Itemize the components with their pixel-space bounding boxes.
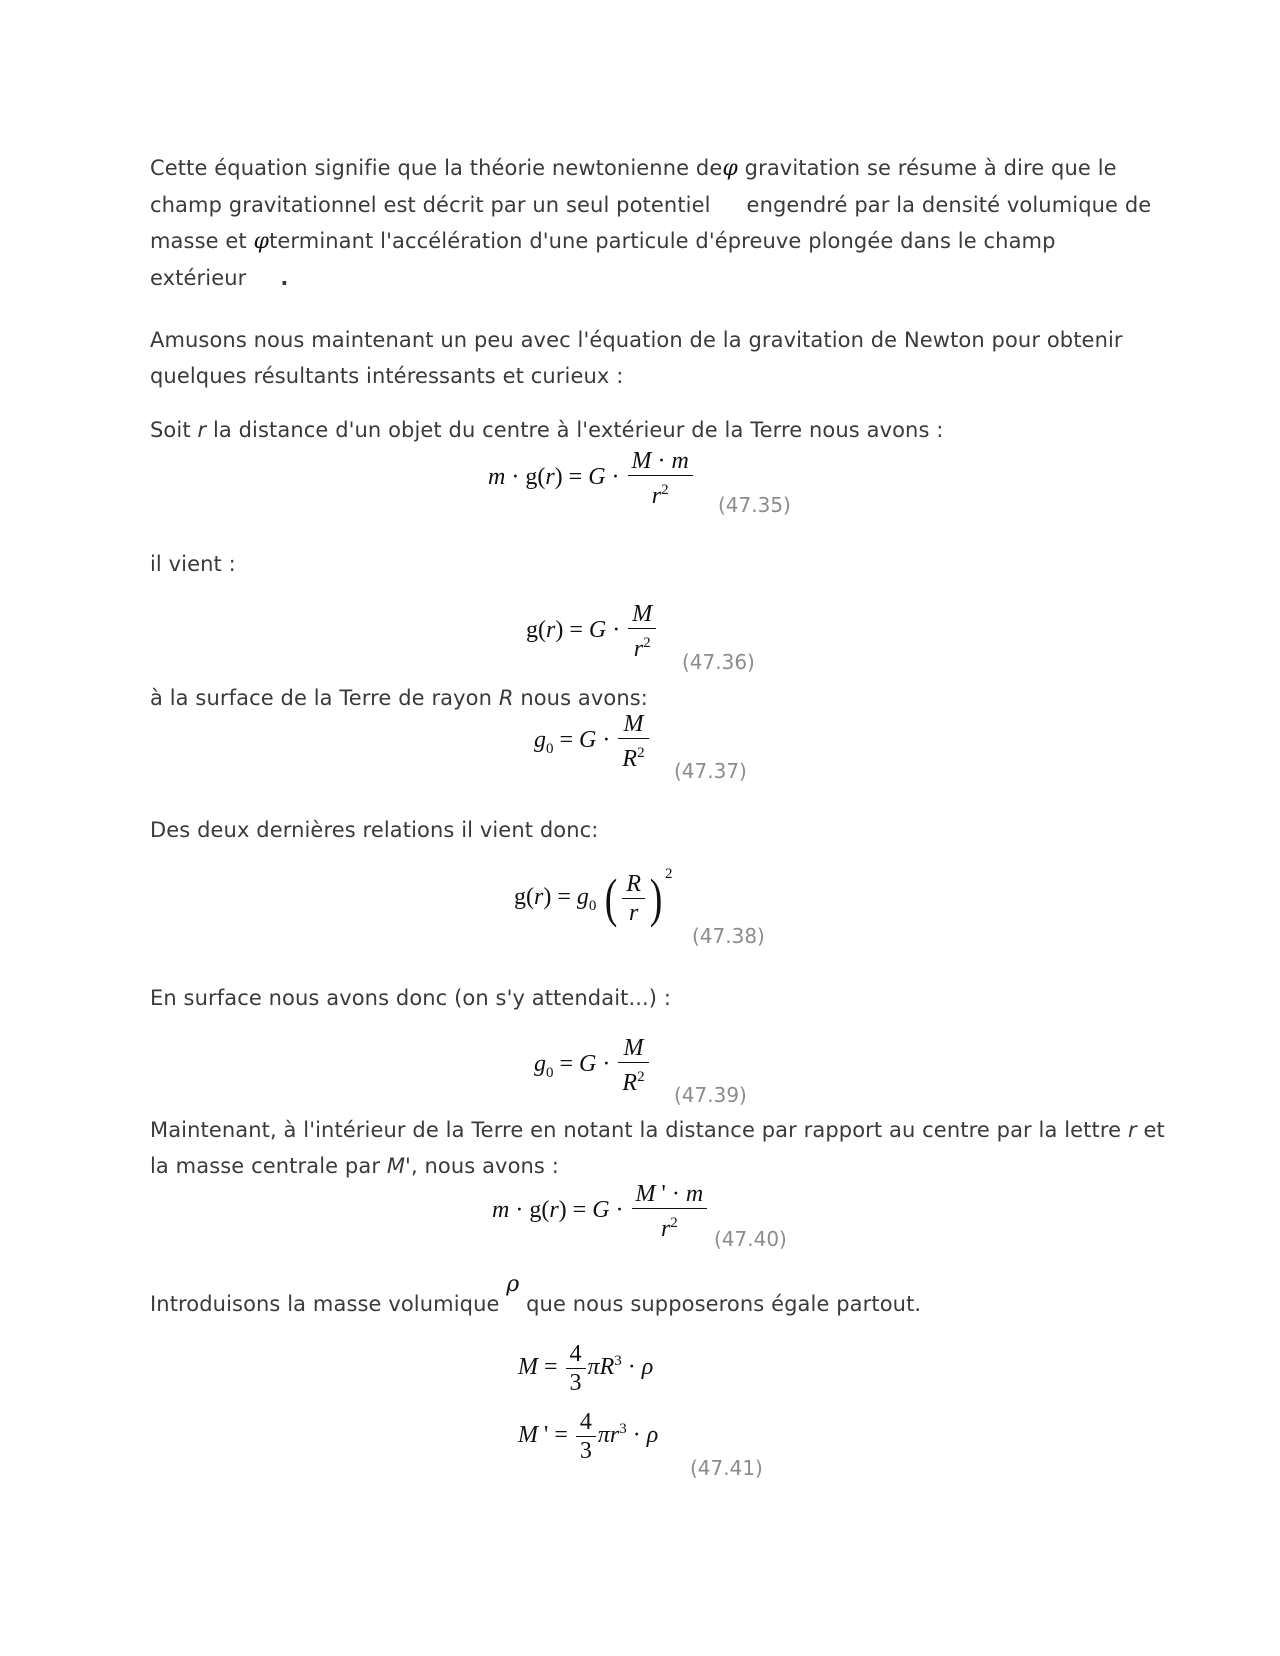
equation-47-37: $g_0 = G$ · $\frac{M}{R^2}$ — [534, 710, 651, 773]
line — [150, 260, 1151, 296]
equation-number: (47.40) — [714, 1227, 787, 1251]
text: . — [280, 266, 289, 290]
text: Cette équation signifie que la théorie newtonienne de — [150, 156, 723, 180]
equation-number: (47.36) — [682, 650, 755, 674]
text: extérieur — [150, 266, 247, 290]
text: Introduisons la masse volumique — [150, 1292, 500, 1316]
text: Soit — [150, 418, 191, 442]
line: Amusons nous maintenant un peu avec l'équation de la gravitation de Newton pour obtenir — [150, 328, 1123, 352]
equation-number: (47.35) — [718, 493, 791, 517]
equation-47-41-line2: M ' = $\frac{4}{3}$ $\pi r^3 \cdot \rho$ — [518, 1409, 659, 1464]
paragraph-il-vient — [150, 546, 236, 582]
text: gravitation se résume à dire que le — [744, 156, 1117, 180]
equation-47-40: m · g(r) = G · $\frac{M ' \cdot m}{r^2}$ — [492, 1180, 709, 1243]
text: masse et — [150, 229, 247, 253]
text: Maintenant, à l'intérieur de la Terre en notant la distance par rapport au centre par la lettre — [150, 1118, 1122, 1142]
text: la masse centrale par — [150, 1154, 381, 1178]
variable-r: r — [1127, 1118, 1137, 1142]
text: nous avons: — [520, 686, 648, 710]
paragraph-amusons — [150, 322, 1123, 394]
phi-symbol: φ — [722, 156, 738, 181]
rho-symbol: ρ — [506, 1272, 520, 1297]
equation-number: (47.41) — [690, 1456, 763, 1480]
text: terminant l'accélération d'une particule d'épreuve plongée dans le champ — [269, 229, 1056, 253]
text: , nous avons : — [410, 1154, 559, 1178]
paragraph-deux-dernieres — [150, 812, 598, 848]
line: quelques résultants intéressants et curieux : — [150, 364, 624, 388]
paragraph-soit-r — [150, 412, 943, 448]
text: et — [1143, 1118, 1165, 1142]
equation-47-38: $g(r) = g_0$ ( $\frac{R}{r}$ ) $^2$ — [514, 866, 673, 929]
text: engendré par la densité volumique de — [746, 193, 1152, 217]
equation-number: (47.38) — [692, 924, 765, 948]
line: Des deux dernières relations il vient donc: — [150, 818, 599, 842]
equation-number: (47.39) — [674, 1083, 747, 1107]
paragraph-masse-volumique — [150, 1272, 922, 1323]
text: à la surface de la Terre de rayon — [150, 686, 493, 710]
line: En surface nous avons donc (on s'y attendait...) : — [150, 986, 672, 1010]
equation-number: (47.37) — [674, 759, 747, 783]
paragraph-newton-potential — [150, 150, 1151, 296]
equation-47-41-line1: M = $\frac{4}{3}$ $\pi R^3 \cdot \rho$ — [518, 1341, 654, 1396]
equation-47-39: $g_0 = G$ · $\frac{M}{R^2}$ — [534, 1034, 651, 1097]
variable-r: r — [197, 418, 207, 442]
text: que nous supposerons égale partout. — [526, 1292, 922, 1316]
line — [150, 223, 1151, 260]
phi-symbol: φ — [253, 229, 270, 254]
text: la distance d'un objet du centre à l'extérieur de la Terre nous avons : — [212, 418, 944, 442]
line: il vient : — [150, 552, 236, 576]
variable-M-prime: M' — [386, 1154, 411, 1178]
paragraph-en-surface — [150, 980, 671, 1016]
text: champ gravitationnel est décrit par un seul potentiel — [150, 193, 711, 217]
variable-R: R — [498, 686, 514, 710]
line — [150, 187, 1151, 223]
line — [150, 150, 1151, 187]
equation-47-36: g(r) = G · $\frac{M}{r^2}$ — [526, 600, 658, 663]
equation-47-35: m · g(r) = G · $\frac{M \cdot m}{r^2}$ — [488, 447, 695, 510]
paragraph-maintenant — [150, 1112, 1165, 1184]
